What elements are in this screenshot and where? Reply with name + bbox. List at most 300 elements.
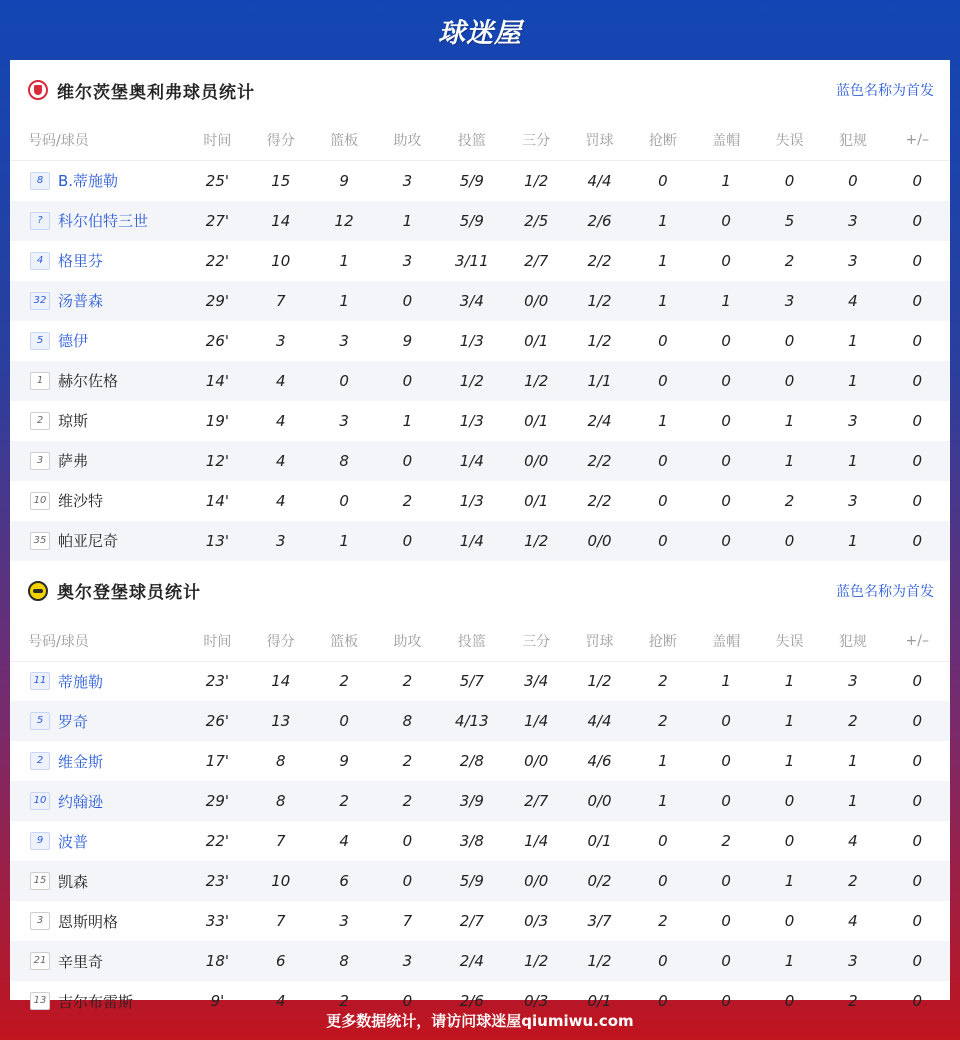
- stat-cell: 3: [275, 331, 286, 350]
- stat-cell: 1/2: [524, 531, 549, 550]
- stat-cell: 0: [784, 331, 795, 350]
- stat-cell: 3: [784, 291, 795, 310]
- table-row[interactable]: [10, 661, 950, 701]
- stat-cell: 0: [658, 451, 668, 470]
- table-row[interactable]: [10, 161, 950, 201]
- stat-cell: 2: [402, 491, 413, 510]
- stat-cell: 3: [402, 171, 413, 190]
- stat-cell: 5/9: [459, 171, 484, 190]
- stat-cell: 1/4: [524, 712, 549, 730]
- stat-cell: 3: [848, 491, 858, 510]
- stat-cell: 1: [658, 251, 668, 270]
- stat-cell: 0: [912, 992, 923, 1010]
- stat-cell: 0: [912, 752, 923, 770]
- table-row[interactable]: [10, 781, 950, 821]
- stat-cell: 2/7: [524, 251, 549, 270]
- table-header-row: [10, 621, 950, 662]
- stat-cell: 0: [784, 371, 795, 390]
- stat-cell: 0: [912, 832, 923, 850]
- stat-cell: 0: [402, 291, 413, 310]
- stat-cell: 1/2: [587, 331, 612, 350]
- jersey-number-badge: 13: [30, 992, 50, 1010]
- stat-cell: 14': [205, 491, 230, 510]
- player-cell: [10, 901, 186, 941]
- jersey-number-badge: 32: [30, 292, 50, 310]
- column-header[interactable]: 盖帽: [695, 120, 758, 161]
- column-header[interactable]: 犯规: [821, 621, 884, 662]
- table-row[interactable]: [10, 701, 950, 741]
- stat-cell: 0: [339, 371, 349, 390]
- player-name-link[interactable]: B.蒂施勒: [58, 172, 119, 191]
- stat-cell: 0: [721, 491, 731, 510]
- table-row[interactable]: [10, 281, 950, 321]
- column-header[interactable]: 失误: [758, 120, 821, 161]
- stat-cell: 0/0: [524, 872, 549, 890]
- stat-cell: 2: [402, 792, 413, 810]
- stat-cell: 0: [721, 752, 731, 770]
- table-row[interactable]: [10, 861, 950, 901]
- stat-cell: 2: [658, 712, 668, 730]
- stat-cell: 3/9: [459, 792, 484, 810]
- column-header[interactable]: 时间: [186, 120, 249, 161]
- stat-cell: 10: [271, 251, 291, 270]
- stat-cell: 14: [271, 211, 291, 230]
- player-name-link[interactable]: 汤普森: [58, 292, 104, 310]
- stat-cell: 0: [912, 872, 923, 890]
- jersey-number-badge: 8: [30, 172, 50, 190]
- column-header[interactable]: 三分: [505, 621, 568, 662]
- stat-cell: 5/9: [459, 211, 484, 230]
- starter-note: 蓝色名称为首发: [836, 83, 934, 99]
- column-header[interactable]: 罚球: [568, 120, 631, 161]
- stat-cell: 2: [402, 672, 413, 691]
- stat-cell: 1: [721, 171, 731, 190]
- jersey-number-badge: 3: [30, 452, 50, 470]
- stat-cell: 3/8: [459, 832, 484, 850]
- jersey-number-badge: 4: [30, 252, 50, 270]
- jersey-number-badge: 2: [30, 412, 50, 430]
- stat-cell: 0: [658, 872, 668, 890]
- player-name-link[interactable]: 格里芬: [58, 252, 104, 270]
- table-row[interactable]: [10, 441, 950, 481]
- column-header[interactable]: 得分: [249, 621, 312, 662]
- stat-cell: 0: [784, 992, 795, 1010]
- stat-cell: 1: [784, 872, 795, 890]
- stat-cell: 15: [271, 171, 291, 190]
- player-name-link[interactable]: 科尔伯特三世: [58, 212, 149, 230]
- table-row[interactable]: [10, 241, 950, 281]
- stat-cell: 0: [721, 531, 731, 550]
- stat-cell: 2/8: [459, 752, 484, 770]
- stat-cell: 4: [275, 992, 286, 1010]
- player-stats-table: [10, 120, 950, 561]
- stat-cell: 1: [721, 291, 731, 310]
- jersey-number-badge: 11: [30, 672, 50, 690]
- stat-cell: 1/2: [587, 291, 612, 310]
- stat-cell: 4/6: [587, 752, 612, 770]
- stat-cell: 3: [339, 912, 349, 930]
- stat-cell: 13': [205, 531, 230, 550]
- stat-cell: 17': [205, 752, 230, 770]
- column-header[interactable]: 投篮: [439, 120, 504, 161]
- stat-cell: 0: [339, 712, 349, 730]
- column-header[interactable]: 时间: [186, 621, 249, 662]
- stat-cell: 3: [848, 411, 858, 430]
- team-section: [10, 561, 950, 1022]
- stat-cell: 0: [402, 992, 413, 1010]
- stat-cell: 1: [658, 792, 668, 810]
- stat-cell: 7: [402, 912, 413, 930]
- player-name-link[interactable]: 波普: [58, 832, 89, 851]
- stat-cell: 8: [402, 712, 413, 730]
- player-cell: [10, 741, 186, 781]
- stat-cell: 0: [721, 371, 731, 390]
- oldenburg-logo-icon: [28, 581, 48, 601]
- player-name-link[interactable]: 凯森: [58, 872, 89, 891]
- stat-cell: 0: [402, 832, 413, 850]
- column-header[interactable]: 篮板: [312, 621, 375, 662]
- stat-cell: 2: [402, 752, 413, 770]
- player-cell: [10, 441, 186, 481]
- stat-cell: 4: [339, 832, 349, 850]
- stat-cell: 0: [721, 251, 731, 270]
- table-row[interactable]: [10, 321, 950, 361]
- stat-cell: 0: [784, 171, 795, 190]
- player-cell: [10, 161, 186, 201]
- stat-cell: 2: [339, 792, 349, 810]
- stat-cell: 0: [658, 992, 668, 1010]
- stat-cell: 3: [848, 672, 858, 691]
- olympiacos-logo-icon: [28, 80, 48, 100]
- player-name-link[interactable]: 罗奇: [58, 712, 89, 731]
- table-row[interactable]: [10, 481, 950, 521]
- stat-cell: 0: [402, 872, 413, 890]
- stat-cell: 1: [848, 331, 858, 350]
- player-name-link[interactable]: 萨弗: [58, 452, 89, 470]
- jersey-number-badge: 10: [30, 492, 50, 510]
- stat-cell: 1: [658, 291, 668, 310]
- stat-cell: 0: [784, 832, 795, 850]
- stat-cell: 6: [339, 872, 349, 890]
- stat-cell: 23': [205, 672, 230, 691]
- column-header[interactable]: 助攻: [376, 120, 439, 161]
- stat-cell: 1: [339, 291, 349, 310]
- stat-cell: 26': [205, 712, 230, 730]
- table-row[interactable]: [10, 201, 950, 241]
- team-header: [10, 561, 950, 621]
- stat-cell: 4/4: [587, 171, 612, 190]
- stat-cell: 1: [339, 531, 349, 550]
- stat-cell: 14: [271, 672, 291, 691]
- stat-cell: 4/13: [454, 712, 489, 730]
- stat-cell: 0: [912, 251, 923, 270]
- stat-cell: 0/3: [524, 992, 549, 1010]
- stat-cell: 0: [402, 371, 413, 390]
- stat-cell: 0: [402, 531, 413, 550]
- stat-cell: 3/7: [587, 912, 612, 930]
- column-header[interactable]: 篮板: [312, 120, 375, 161]
- stat-cell: 9: [339, 752, 349, 770]
- player-cell: [10, 701, 186, 741]
- column-header[interactable]: 抢断: [631, 120, 694, 161]
- stat-cell: 0: [912, 171, 923, 190]
- stat-cell: 0: [848, 171, 858, 190]
- stat-cell: 2/2: [587, 451, 612, 470]
- jersey-number-badge: 1: [30, 372, 50, 390]
- stat-cell: 29': [205, 291, 230, 310]
- table-row[interactable]: [10, 361, 950, 401]
- stat-cell: 2: [848, 872, 858, 890]
- column-header[interactable]: 罚球: [568, 621, 631, 662]
- stat-cell: 4: [275, 491, 286, 510]
- player-name-link[interactable]: 吉尔布雷斯: [58, 992, 134, 1011]
- stat-cell: 2/5: [524, 211, 549, 230]
- brand-logo[interactable]: 球迷屋: [438, 17, 522, 49]
- stat-cell: 3/4: [524, 672, 549, 691]
- stat-cell: 0: [402, 451, 413, 470]
- stat-cell: 1: [402, 411, 413, 430]
- stat-cell: 9: [339, 171, 349, 190]
- stat-cell: 0: [912, 411, 923, 430]
- column-header[interactable]: 号码/球员: [10, 621, 186, 662]
- stat-cell: 0: [658, 952, 668, 970]
- column-header[interactable]: 得分: [249, 120, 312, 161]
- column-header[interactable]: 犯规: [821, 120, 884, 161]
- player-cell: [10, 241, 186, 281]
- player-name-link[interactable]: 辛里奇: [58, 952, 104, 971]
- column-header[interactable]: 三分: [505, 120, 568, 161]
- stat-cell: 1: [784, 411, 795, 430]
- player-cell: [10, 281, 186, 321]
- stat-cell: 0: [912, 531, 923, 550]
- stat-cell: 3: [848, 211, 858, 230]
- player-stats-table: [10, 621, 950, 1022]
- jersey-number-badge: 35: [30, 532, 50, 550]
- stat-cell: 7: [275, 832, 286, 850]
- stat-cell: 1: [848, 792, 858, 810]
- stat-cell: 10: [271, 872, 291, 890]
- column-header[interactable]: 号码/球员: [10, 120, 186, 161]
- player-name-link[interactable]: 琼斯: [58, 412, 89, 430]
- stat-cell: 26': [205, 331, 230, 350]
- stat-cell: 1: [784, 712, 795, 730]
- stat-cell: 1/2: [459, 371, 484, 390]
- stat-cell: 4: [848, 291, 858, 310]
- stat-cell: 0: [721, 992, 731, 1010]
- jersey-number-badge: 15: [30, 872, 50, 890]
- stat-cell: 1/4: [459, 531, 484, 550]
- stat-cell: 0: [784, 912, 795, 930]
- team-section: [10, 60, 950, 561]
- stat-cell: 14': [205, 371, 230, 390]
- column-header[interactable]: +/–: [885, 621, 950, 662]
- stat-cell: 2/4: [459, 952, 484, 970]
- stat-cell: 0/2: [587, 872, 612, 890]
- player-name-link[interactable]: 蒂施勒: [58, 672, 104, 691]
- stat-cell: 3: [339, 411, 349, 430]
- stat-cell: 1/2: [587, 952, 612, 970]
- stat-cell: 0/1: [587, 832, 612, 850]
- stat-cell: 1/2: [524, 171, 549, 190]
- stat-cell: 2/4: [587, 411, 612, 430]
- stat-cell: 0: [658, 832, 668, 850]
- stat-cell: 0: [721, 872, 731, 890]
- stat-cell: 0/0: [524, 291, 549, 310]
- player-cell: [10, 661, 186, 701]
- stat-cell: 12': [205, 451, 230, 470]
- stat-cell: 22': [205, 832, 230, 850]
- player-cell: [10, 521, 186, 561]
- stat-cell: 0: [658, 531, 668, 550]
- player-name-link[interactable]: 约翰逊: [58, 792, 104, 811]
- stat-cell: 0/0: [524, 752, 549, 770]
- column-header[interactable]: 助攻: [376, 621, 439, 662]
- stat-cell: 2/2: [587, 491, 612, 510]
- stat-cell: 27': [205, 211, 230, 230]
- jersey-number-badge: 10: [30, 792, 50, 810]
- stat-cell: 29': [205, 792, 230, 810]
- player-name-link[interactable]: 德伊: [58, 332, 89, 350]
- stat-cell: 1/4: [524, 832, 549, 850]
- stat-cell: 2: [658, 672, 668, 691]
- stat-cell: 0: [658, 171, 668, 190]
- jersey-number-badge: 5: [30, 712, 50, 730]
- stat-cell: 1/3: [459, 491, 484, 510]
- stat-cell: 7: [275, 912, 286, 930]
- player-cell: [10, 781, 186, 821]
- stat-cell: 0: [339, 491, 349, 510]
- player-name-link[interactable]: 赫尔佐格: [58, 372, 119, 390]
- table-row[interactable]: [10, 741, 950, 781]
- stat-cell: 1/3: [459, 331, 484, 350]
- stat-cell: 0/1: [524, 491, 549, 510]
- stat-cell: 6: [275, 952, 286, 970]
- column-header[interactable]: 失误: [758, 621, 821, 662]
- stat-cell: 33': [205, 912, 230, 930]
- stat-cell: 0/0: [587, 792, 612, 810]
- stat-cell: 3: [848, 952, 858, 970]
- player-cell: [10, 401, 186, 441]
- stat-cell: 1/2: [524, 371, 549, 390]
- player-name-link[interactable]: 维沙特: [58, 492, 104, 510]
- teams-container: [10, 60, 950, 1021]
- stat-cell: 9: [402, 331, 413, 350]
- jersey-number-badge: 9: [30, 832, 50, 850]
- player-name-link[interactable]: 维金斯: [58, 752, 104, 771]
- stat-cell: 0: [912, 491, 923, 510]
- player-cell: [10, 361, 186, 401]
- stat-cell: 23': [205, 872, 230, 890]
- player-cell: [10, 201, 186, 241]
- stat-cell: 2/2: [587, 251, 612, 270]
- stat-cell: 8: [339, 952, 349, 970]
- stat-cell: 3: [339, 331, 349, 350]
- stat-cell: 3: [402, 952, 413, 970]
- stat-cell: 3: [848, 251, 858, 270]
- column-header[interactable]: +/–: [885, 120, 950, 161]
- footer-banner[interactable]: 更多数据统计，请访问球迷屋qiumiwu.com: [326, 1011, 634, 1030]
- stat-cell: 0: [912, 672, 923, 691]
- stat-cell: 1: [784, 451, 795, 470]
- stat-cell: 1: [848, 752, 858, 770]
- table-row[interactable]: [10, 901, 950, 941]
- player-name-link[interactable]: 帕亚尼奇: [58, 532, 119, 550]
- stat-cell: 2: [339, 992, 349, 1010]
- stat-cell: 4: [848, 912, 858, 930]
- jersey-number-badge: 3: [30, 912, 50, 930]
- table-row[interactable]: [10, 941, 950, 981]
- stat-cell: 1: [339, 251, 349, 270]
- stat-cell: 0: [721, 411, 731, 430]
- column-header[interactable]: 盖帽: [695, 621, 758, 662]
- stat-cell: 0: [658, 371, 668, 390]
- stat-cell: 0: [721, 451, 731, 470]
- table-row[interactable]: [10, 521, 950, 561]
- stat-cell: 2: [848, 992, 858, 1010]
- stat-cell: 2/6: [587, 211, 612, 230]
- stat-cell: 0: [912, 371, 923, 390]
- column-header[interactable]: 投篮: [439, 621, 504, 662]
- player-cell: [10, 861, 186, 901]
- table-row[interactable]: [10, 821, 950, 861]
- stat-cell: 0/0: [524, 451, 549, 470]
- stat-cell: 19': [205, 411, 230, 430]
- stat-cell: 25': [205, 171, 230, 190]
- stat-cell: 2/7: [524, 792, 549, 810]
- stat-cell: 2: [784, 251, 795, 270]
- stat-cell: 1/2: [524, 952, 549, 970]
- stat-cell: 0/1: [524, 331, 549, 350]
- stat-cell: 4/4: [587, 712, 612, 730]
- column-header[interactable]: 抢断: [631, 621, 694, 662]
- stat-cell: 3: [275, 531, 286, 550]
- player-name-link[interactable]: 恩斯明格: [58, 912, 119, 931]
- stat-cell: 5: [784, 211, 795, 230]
- stat-cell: 5/9: [459, 872, 484, 890]
- stat-cell: 2/7: [459, 912, 484, 930]
- team-header: [10, 60, 950, 120]
- stat-cell: 1: [784, 672, 795, 691]
- stat-cell: 0: [912, 211, 923, 230]
- stat-cell: 1/2: [587, 672, 612, 691]
- stat-cell: 1: [658, 211, 668, 230]
- stat-cell: 4: [848, 832, 858, 850]
- player-cell: [10, 321, 186, 361]
- stat-cell: 0: [721, 331, 731, 350]
- stat-cell: 0/0: [587, 531, 612, 550]
- stat-cell: 1: [784, 952, 795, 970]
- player-cell: [10, 821, 186, 861]
- stat-cell: 5/7: [459, 672, 484, 691]
- stat-cell: 0: [912, 912, 923, 930]
- team-title: 奥尔登堡球员统计: [57, 583, 201, 603]
- stat-cell: 2: [848, 712, 858, 730]
- team-title: 维尔茨堡奥利弗球员统计: [57, 82, 255, 103]
- stat-cell: 12: [334, 211, 354, 230]
- player-cell: [10, 481, 186, 521]
- stat-cell: 7: [275, 291, 286, 310]
- stat-cell: 2: [658, 912, 668, 930]
- stat-cell: 0: [912, 952, 923, 970]
- stat-cell: 2/6: [459, 992, 484, 1010]
- table-row[interactable]: [10, 401, 950, 441]
- stat-cell: 9': [210, 992, 225, 1010]
- stat-cell: 0: [784, 792, 795, 810]
- stat-cell: 0: [912, 792, 923, 810]
- stat-cell: 0: [658, 331, 668, 350]
- stat-cell: 2: [721, 832, 731, 850]
- stat-cell: 13: [271, 712, 291, 730]
